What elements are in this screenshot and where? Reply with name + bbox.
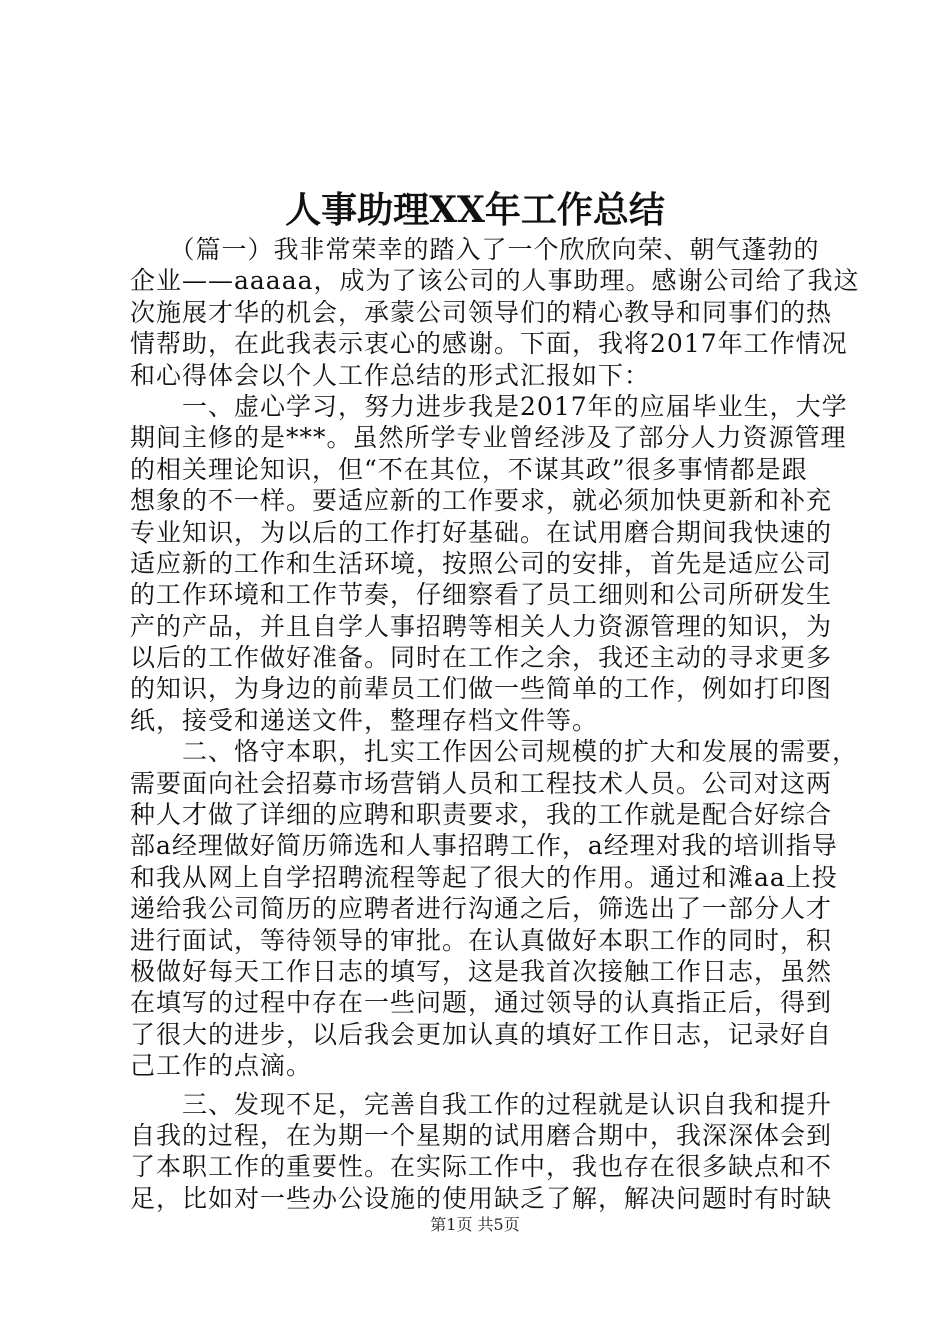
body-line: 在填写的过程中存在一些问题，通过领导的认真指正后，得到 (130, 988, 833, 1018)
body-line: 专业知识，为以后的工作打好基础。在试用磨合期间我快速的 (130, 517, 833, 547)
document-body (130, 234, 860, 1214)
body-line: （篇一）我非常荣幸的踏入了一个欣欣向荣、朝气蓬勃的 (130, 235, 820, 264)
body-line: 想象的不一样。要适应新的工作要求，就必须加快更新和补充 (130, 486, 833, 516)
body-line: 的知识，为身边的前辈员工们做一些简单的工作，例如打印图 (130, 674, 833, 704)
body-line: 适应新的工作和生活环境，按照公司的安排，首先是适应公司 (130, 548, 833, 578)
body-line: 递给我公司简历的应聘者进行沟通之后，筛选出了一部分人才 (130, 894, 833, 924)
body-line: 企业——aaaaa，成为了该公司的人事助理。感谢公司给了我这 (130, 266, 860, 296)
body-line: 进行面试，等待领导的审批。在认真做好本职工作的同时，积 (130, 925, 833, 955)
body-line: 自我的过程，在为期一个星期的试用磨合期中，我深深体会到 (130, 1120, 833, 1150)
body-line: 了很大的进步，以后我会更加认真的填好工作日志，记录好自 (130, 1019, 833, 1049)
body-line: 需要面向社会招募市场营销人员和工程技术人员。公司对这两 (130, 768, 833, 798)
document-title: 人事助理XX年工作总结 (285, 189, 665, 231)
body-line: 三、发现不足，完善自我工作的过程就是认识自我和提升 (130, 1089, 833, 1119)
body-line: 的相关理论知识，但“不在其位，不谋其政”很多事情都是跟 (130, 454, 808, 484)
body-line: 的工作环境和工作节奏，仔细察看了员工细则和公司所研发生 (130, 580, 833, 610)
paragraph-gap (130, 1082, 830, 1089)
body-line: 和心得体会以个人工作总结的形式汇报如下： (130, 360, 651, 390)
body-line: 一、虚心学习，努力进步我是2017年的应届毕业生，大学 (130, 391, 848, 421)
body-line: 纸，接受和递送文件，整理存档文件等。 (130, 705, 599, 735)
body-line: 次施展才华的机会，承蒙公司领导们的精心教导和同事们的热 (130, 297, 833, 327)
body-line: 了本职工作的重要性。在实际工作中，我也存在很多缺点和不 (130, 1152, 833, 1182)
body-line: 足，比如对一些办公设施的使用缺乏了解，解决问题时有时缺 (130, 1183, 833, 1213)
body-line: 产的产品，并且自学人事招聘等相关人力资源管理的知识，为 (130, 611, 833, 641)
body-line: 二、恪守本职，扎实工作因公司规模的扩大和发展的需要， (130, 737, 859, 767)
body-line: 期间主修的是***。虽然所学专业曾经涉及了部分人力资源管理 (130, 423, 847, 453)
body-line: 和我从网上自学招聘流程等起了很大的作用。通过和滩aa上投 (130, 862, 838, 892)
body-line: 己工作的点滴。 (130, 1051, 313, 1081)
body-line: 部a经理做好简历筛选和人事招聘工作，a经理对我的培训指导 (130, 831, 838, 861)
body-line: 种人才做了详细的应聘和职责要求，我的工作就是配合好综合 (130, 800, 833, 830)
body-line: 极做好每天工作日志的填写，这是我首次接触工作日志，虽然 (130, 956, 833, 986)
page-footer: 第1页 共5页 (430, 1215, 520, 1234)
body-line: 以后的工作做好准备。同时在工作之余，我还主动的寻求更多 (130, 643, 833, 673)
body-line: 情帮助，在此我表示衷心的感谢。下面，我将2017年工作情况 (130, 329, 848, 359)
